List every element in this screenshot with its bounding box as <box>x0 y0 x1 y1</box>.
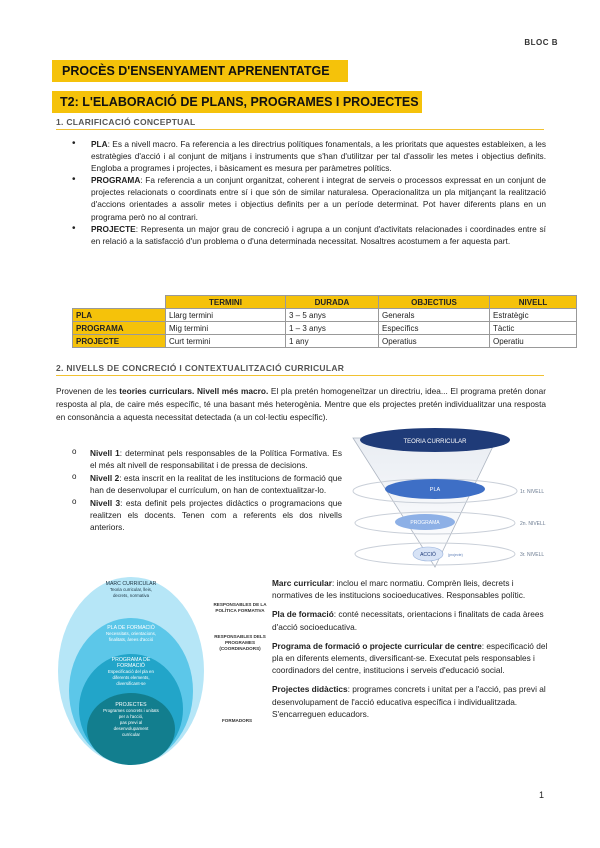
table-row-head: PROGRAMA <box>73 322 166 335</box>
concept-term: PROJECTE <box>91 223 136 234</box>
concept-list <box>72 138 546 247</box>
cone-diagram <box>350 423 550 571</box>
projectes-label: Programes concrets i unitats <box>103 708 159 713</box>
programa-label: Especificació del pla en <box>108 669 154 674</box>
pla-label: PLA DE FORMACIÓ <box>107 625 155 631</box>
concept-item-programa <box>72 174 546 222</box>
role-label: POLÍTICA FORMATIVA <box>215 608 265 613</box>
role-label: RESPONSABLES DELS <box>214 634 266 639</box>
definition-text: : programes concrets i unitat per a l'acció, pas previ al desenvolupament de l'acció educativa específica i individualitzada. S'encarreguen educadors. <box>272 684 546 719</box>
concept-term: PROGRAMA <box>91 175 141 186</box>
table-corner <box>73 296 166 309</box>
table-cell: Curt termini <box>166 335 286 348</box>
level-text: : determinat pels responsables de la Política Formativa. Es el més alt nivell de responsabilitat i de pressa de decisions. <box>90 448 342 471</box>
projectes-label: PROJECTES <box>115 702 147 708</box>
level-term: Nivell 2 <box>90 472 120 483</box>
table-header-row <box>73 296 577 309</box>
table-cell: 3 – 5 anys <box>286 309 379 322</box>
intro-text: Provenen de les <box>56 386 120 396</box>
cone-pla-label: PLA <box>429 487 441 493</box>
role-label: RESPONSABLES DE LA <box>213 602 267 607</box>
table-cell: Operatiu <box>490 335 577 348</box>
role-label: FORMADORS <box>222 718 253 723</box>
projectes-label: curricular <box>121 732 141 737</box>
concept-text: : Es a nivell macro. Fa referencia a les directrius polítiques fonamentals, a les prioritats que aquestes estableixen, a les estratègies d'acció i al conjunt de mitjans i instruments que s'han d'utilitzar per tal d'assolir les metes i objectius definits. Engloba a programes i projectes, i bàsicament es mesura per paràmetres polítics. <box>91 139 546 174</box>
table-row <box>73 322 577 335</box>
table-header: OBJECTIUS <box>379 296 490 309</box>
marc-label: decrets, normativa <box>112 593 150 598</box>
definition-item <box>272 608 550 632</box>
cone-top-label: TEORIA CURRICULAR <box>403 439 467 445</box>
section2-intro <box>56 385 546 423</box>
projectes-label: desenvolupament <box>113 726 149 731</box>
definition-term: Programa de formació o projecte curricular de centre <box>272 640 482 651</box>
table-header: TERMINI <box>166 296 286 309</box>
intro-text: El pla pretén homogeneïtzar un directriu, idea... El programa pretén donar resposta al pla, de caire més específic, té una basant més heterogènia. Mentre que els projectes pretén individualitzar una resposta en consonància a aquesta necessitat detectada (a un col·lectiu específic). <box>56 386 546 422</box>
role-label: PROGRAMES <box>224 640 256 645</box>
table-cell: Tàctic <box>490 322 577 335</box>
bloc-label: BLOC B <box>524 38 558 47</box>
programa-label: diferents elements, <box>112 675 150 680</box>
table-row-head: PLA <box>73 309 166 322</box>
cone-programa-label: PROGRAMA <box>410 520 440 526</box>
marc-label: MARC CURRICULAR <box>105 581 157 587</box>
table-cell: 1 – 3 anys <box>286 322 379 335</box>
definition-term: Pla de formació <box>272 609 334 620</box>
cone-n2: 2n. NIVELL <box>520 521 546 527</box>
table-row <box>73 309 577 322</box>
programa-label: diversificant-se <box>116 681 146 686</box>
concept-text: : Representa un major grau de concreció i agrupa a un conjunt d'activitats relacionades i coordinades entre sí en relació a la satisfacció d'un problema o d'una determinada necessitat. Nosaltres acostumem a fer aquesta part. <box>91 223 546 246</box>
section1-heading: 1. CLARIFICACIÓ CONCEPTUAL <box>56 117 196 127</box>
concept-item-pla <box>72 138 546 174</box>
definition-text: : inclou el marc normatiu. Comprèn lleis, decrets i normatives de les institucions socioeducatives. Responsables polític. <box>272 578 526 601</box>
table-cell: Específics <box>379 322 490 335</box>
pla-label: finalitats, àrees d'acció <box>108 637 154 642</box>
table-cell: 1 any <box>286 335 379 348</box>
levels-list <box>72 447 342 534</box>
level-term: Nivell 3 <box>90 497 121 508</box>
intro-bold: Nivell més macro. <box>197 386 269 396</box>
level-item <box>72 472 342 497</box>
projectes-label: per a l'acció, <box>118 714 144 719</box>
level-text: : esta definit pels projectes didàctics o programacions que realitzen els docents. Tenen com a referents els dos nivells anteriors. <box>90 497 342 533</box>
level-item <box>72 447 342 472</box>
definition-text: : conté necessitats, orientacions i finalitats de cada àrees d'acció socioeducativa. <box>272 609 544 632</box>
comparison-table <box>72 295 577 348</box>
definition-item <box>272 683 550 720</box>
programa-label: PROGRAMA DE <box>111 657 151 663</box>
intro-bold: teories curriculars. <box>119 386 195 396</box>
cone-accio-sub: (projecte) <box>448 553 463 557</box>
programa-label: FORMACIÓ <box>117 663 145 669</box>
definition-term: Projectes didàctics <box>272 684 348 695</box>
section2-heading: 2. NIVELLS DE CONCRECIÓ I CONTEXTUALITZACIÓ CURRICULAR <box>56 363 345 373</box>
table-header: DURADA <box>286 296 379 309</box>
concept-text: : Fa referencia a un conjunt organitzat, coherent i integrat de serveis o processos expressat en un conjunt de projectes relacionats o coordinats entre sí i que són de similar naturalesa. Operacionalitza un pla mitjançant la realització d'accions orientades a assolir metes i objectius definits per a un període determinat. Pot haver diferents plans en un programa però no al contrari. <box>91 175 546 222</box>
cone-accio-label: ACCIÓ <box>420 552 436 558</box>
level-term: Nivell 1 <box>90 448 120 458</box>
table-row-head: PROJECTE <box>73 335 166 348</box>
table-cell: Operatius <box>379 335 490 348</box>
pla-label: Necessitats, orientacions, <box>105 631 157 636</box>
cone-n1: 1r. NIVELL <box>520 489 545 495</box>
definition-text: : especificació del pla en diferents elements, diversificant-se. Executat pels responsables i coordinadors del centre, institucions i serveis d'educació social. <box>272 640 548 676</box>
role-label: (COORDINADORS) <box>219 646 261 651</box>
table-cell: Mig termini <box>166 322 286 335</box>
definition-term: Marc curricular <box>272 578 332 588</box>
definitions-block <box>272 577 550 727</box>
level-text: : esta inscrit en la realitat de les institucions de formació que han de desenvolupar el currículum, on han de contextualitzar-lo. <box>90 472 342 496</box>
cone-n3: 3r. NIVELL <box>520 552 545 558</box>
table-header: NIVELL <box>490 296 577 309</box>
table-cell: Llarg termini <box>166 309 286 322</box>
section1-divider <box>56 129 544 130</box>
concept-item-projecte <box>72 223 546 247</box>
definition-item <box>272 577 550 601</box>
table-cell: Generals <box>379 309 490 322</box>
concentric-diagram <box>56 573 268 765</box>
section2-divider <box>56 375 544 376</box>
concept-term: PLA <box>91 139 108 149</box>
definition-item <box>272 640 550 677</box>
level-item <box>72 497 342 534</box>
marc-label: Teoria curricular, lleis, <box>109 587 153 592</box>
page-number: 1 <box>538 790 544 800</box>
topic-title: T2: L'ELABORACIÓ DE PLANS, PROGRAMES I PROJECTES <box>52 91 422 113</box>
projectes-label: pas previ al <box>119 720 143 725</box>
table-cell: Estratègic <box>490 309 577 322</box>
table-row <box>73 335 577 348</box>
main-title: PROCÈS D'ENSENYAMENT APRENENTATGE <box>52 60 348 82</box>
